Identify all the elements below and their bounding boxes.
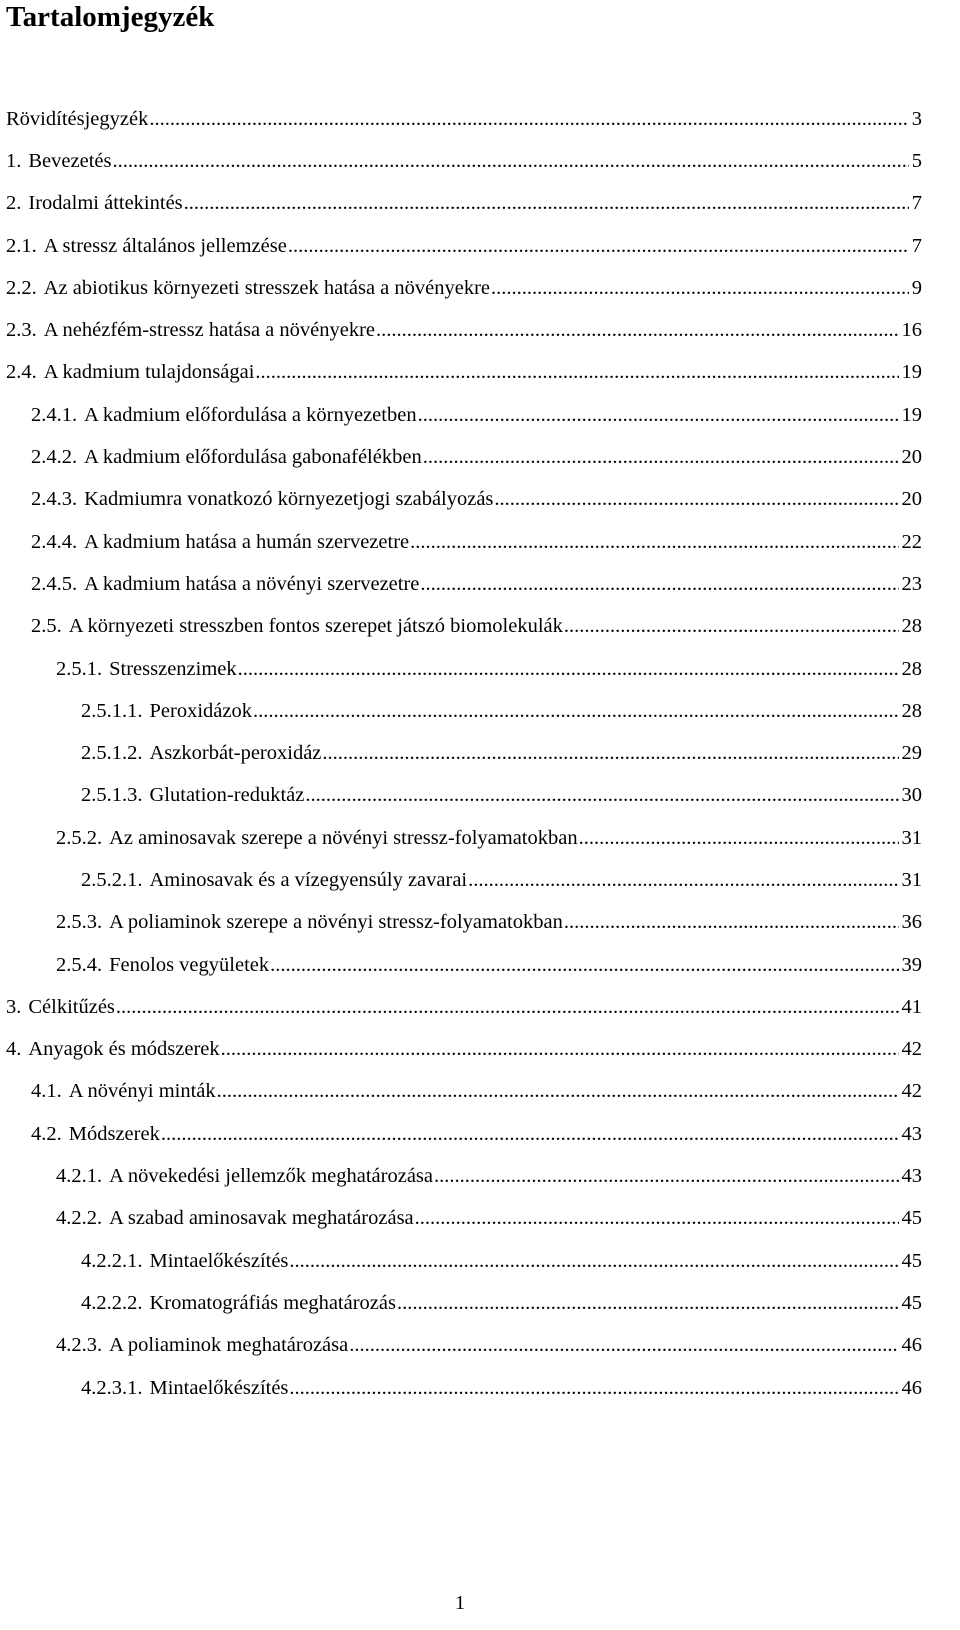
- toc-entry-page: 45: [901, 1249, 922, 1272]
- dot-leader: [217, 1080, 899, 1103]
- toc-entry-number: 2.5.2.: [56, 826, 103, 849]
- toc-entry-page: 9: [911, 276, 922, 299]
- dot-leader: [420, 573, 898, 596]
- toc-entry[interactable]: [0, 775, 960, 817]
- toc-entry-page: 3: [911, 107, 922, 130]
- dot-leader: [322, 742, 898, 765]
- toc-entry-label: [31, 615, 563, 638]
- toc-entry-label: [81, 869, 467, 892]
- toc-entry-number: 4.2.: [31, 1122, 62, 1145]
- dot-leader: [221, 1038, 899, 1061]
- toc-entry-title: Anyagok és módszerek: [28, 1038, 220, 1061]
- toc-entry-title: Peroxidázok: [149, 699, 252, 722]
- toc-entry-title: A poliaminok szerepe a növényi stressz-folyamatokban: [109, 911, 563, 934]
- toc-entry-page: 16: [901, 319, 922, 342]
- dot-leader: [305, 784, 898, 807]
- toc-entry-page: 20: [901, 488, 922, 511]
- toc-entry-title: Célkitűzés: [28, 995, 115, 1018]
- toc-entry-title: A nehézfém-stressz hatása a növényekre: [43, 319, 376, 342]
- toc-entry[interactable]: [0, 732, 960, 774]
- toc-entry-label: [56, 1165, 433, 1188]
- toc-entry-page: 46: [901, 1334, 922, 1357]
- dot-leader: [238, 658, 899, 681]
- toc-entry-title: Glutation-reduktáz: [149, 784, 305, 807]
- toc-entry-page: 20: [901, 446, 922, 469]
- toc-entry[interactable]: [0, 606, 960, 648]
- toc-entry-number: 2.2.: [6, 276, 37, 299]
- toc-entry-title: Mintaelőkészítés: [149, 1376, 289, 1399]
- table-of-contents: [0, 98, 960, 1409]
- toc-entry[interactable]: [0, 1155, 960, 1197]
- toc-entry-number: 2.5.2.1.: [81, 868, 143, 891]
- toc-entry-label: [31, 531, 409, 554]
- toc-entry-number: 4.2.2.2.: [81, 1291, 143, 1314]
- toc-entry-label: [31, 1080, 216, 1103]
- toc-entry-page: 46: [901, 1376, 922, 1399]
- toc-entry-label: [56, 911, 563, 934]
- toc-entry-number: 4.1.: [31, 1080, 62, 1103]
- dot-leader: [270, 954, 898, 977]
- toc-entry-number: 2.4.2.: [31, 446, 78, 469]
- toc-entry-page: 36: [901, 911, 922, 934]
- dot-leader: [494, 488, 898, 511]
- toc-entry-title: Módszerek: [68, 1122, 160, 1145]
- toc-entry-number: 4.: [6, 1038, 22, 1061]
- toc-entry-title: A kadmium előfordulása gabonafélékben: [84, 446, 422, 469]
- toc-entry-number: 3.: [6, 995, 22, 1018]
- page-title: Tartalomjegyzék: [6, 1, 215, 33]
- toc-entry-page: 39: [901, 953, 922, 976]
- toc-entry-page: 19: [901, 403, 922, 426]
- toc-entry[interactable]: [0, 817, 960, 859]
- toc-entry-number: 2.5.: [31, 615, 62, 638]
- toc-entry[interactable]: [0, 1198, 960, 1240]
- toc-entry-page: 7: [911, 234, 922, 257]
- toc-entry[interactable]: [0, 1071, 960, 1113]
- toc-entry[interactable]: [0, 859, 960, 901]
- toc-entry-page: 28: [901, 699, 922, 722]
- toc-entry[interactable]: [0, 436, 960, 478]
- toc-entry[interactable]: [0, 563, 960, 605]
- toc-entry-title: Irodalmi áttekintés: [28, 192, 183, 215]
- toc-entry-label: [81, 1292, 396, 1315]
- toc-entry[interactable]: [0, 140, 960, 182]
- toc-entry-label: [81, 1250, 288, 1273]
- toc-entry[interactable]: [0, 521, 960, 563]
- toc-entry-title: A kadmium előfordulása a környezetben: [84, 403, 417, 426]
- dot-leader: [112, 150, 908, 173]
- toc-entry[interactable]: [0, 1367, 960, 1409]
- toc-entry-label: [56, 1334, 348, 1357]
- toc-entry-title: A poliaminok meghatározása: [109, 1334, 349, 1357]
- toc-entry-number: 2.4.4.: [31, 530, 78, 553]
- toc-entry-title: Bevezetés: [28, 149, 112, 172]
- toc-entry-number: 2.1.: [6, 234, 37, 257]
- toc-entry[interactable]: [0, 394, 960, 436]
- toc-entry-number: 4.2.2.: [56, 1207, 103, 1230]
- toc-entry[interactable]: [0, 352, 960, 394]
- toc-entry[interactable]: [0, 902, 960, 944]
- toc-entry-title: Aszkorbát-peroxidáz: [149, 742, 322, 765]
- dot-leader: [289, 1377, 898, 1400]
- toc-entry[interactable]: [0, 1282, 960, 1324]
- toc-entry-number: 2.4.: [6, 361, 37, 384]
- toc-entry[interactable]: [0, 98, 960, 140]
- toc-entry-label: [6, 361, 254, 384]
- toc-entry-number: 2.: [6, 192, 22, 215]
- dot-leader: [255, 361, 898, 384]
- toc-entry-title: Fenolos vegyületek: [109, 953, 270, 976]
- dot-leader: [415, 1207, 899, 1230]
- toc-entry-title: Rövidítésjegyzék: [6, 107, 149, 130]
- toc-entry-title: A kadmium hatása a növényi szervezetre: [84, 572, 420, 595]
- toc-entry-title: Az abiotikus környezeti stresszek hatása a növényekre: [43, 276, 491, 299]
- dot-leader: [161, 1123, 899, 1146]
- toc-entry[interactable]: [0, 690, 960, 732]
- toc-entry[interactable]: [0, 1113, 960, 1155]
- dot-leader: [564, 911, 899, 934]
- toc-entry[interactable]: [0, 225, 960, 267]
- toc-entry-label: [31, 488, 493, 511]
- toc-entry-label: [81, 742, 321, 765]
- toc-entry-number: 2.5.1.: [56, 657, 103, 680]
- dot-leader: [376, 319, 898, 342]
- toc-entry[interactable]: [0, 1029, 960, 1071]
- toc-entry-number: 2.5.3.: [56, 911, 103, 934]
- toc-entry[interactable]: [0, 986, 960, 1028]
- toc-entry-label: [56, 827, 578, 850]
- toc-entry[interactable]: [0, 267, 960, 309]
- dot-leader: [491, 277, 909, 300]
- toc-entry-title: A növekedési jellemzők meghatározása: [109, 1165, 434, 1188]
- toc-entry[interactable]: [0, 309, 960, 351]
- toc-entry-number: 1.: [6, 149, 22, 172]
- toc-entry-page: 7: [911, 192, 922, 215]
- toc-entry-label: [81, 700, 252, 723]
- toc-entry-number: 2.5.1.2.: [81, 742, 143, 765]
- toc-entry-page: 23: [901, 572, 922, 595]
- toc-entry[interactable]: [0, 648, 960, 690]
- dot-leader: [418, 404, 899, 427]
- toc-entry-page: 22: [901, 530, 922, 553]
- dot-leader: [468, 869, 898, 892]
- dot-leader: [253, 700, 899, 723]
- toc-entry-label: [6, 150, 111, 173]
- toc-entry-label: [31, 1123, 160, 1146]
- toc-entry-title: Stresszenzimek: [109, 657, 237, 680]
- toc-entry-title: A kadmium hatása a humán szervezetre: [84, 530, 410, 553]
- toc-entry-label: [81, 784, 304, 807]
- toc-entry-page: 5: [911, 149, 922, 172]
- dot-leader: [289, 1250, 898, 1273]
- toc-entry[interactable]: [0, 1240, 960, 1282]
- toc-entry-label: [56, 658, 237, 681]
- dot-leader: [564, 615, 899, 638]
- toc-entry-page: 19: [901, 361, 922, 384]
- dot-leader: [423, 446, 899, 469]
- dot-leader: [184, 192, 909, 215]
- toc-entry-number: 2.5.1.3.: [81, 784, 143, 807]
- toc-entry-page: 30: [901, 784, 922, 807]
- toc-entry-label: [81, 1377, 288, 1400]
- dot-leader: [410, 531, 898, 554]
- toc-entry[interactable]: [0, 183, 960, 225]
- toc-entry-page: 43: [901, 1122, 922, 1145]
- toc-entry[interactable]: [0, 479, 960, 521]
- toc-entry-title: A kadmium tulajdonságai: [43, 361, 255, 384]
- toc-entry-label: [6, 277, 490, 300]
- toc-entry-number: 4.2.1.: [56, 1165, 103, 1188]
- toc-entry-title: A stressz általános jellemzése: [43, 234, 287, 257]
- toc-entry-title: Aminosavak és a vízegyensúly zavarai: [149, 868, 468, 891]
- toc-entry-page: 29: [901, 742, 922, 765]
- toc-entry-page: 42: [901, 1080, 922, 1103]
- toc-entry-label: [6, 108, 148, 131]
- toc-entry-number: 2.4.3.: [31, 488, 78, 511]
- dot-leader: [349, 1334, 898, 1357]
- toc-entry-number: 2.4.5.: [31, 572, 78, 595]
- toc-entry-label: [31, 573, 419, 596]
- toc-entry-page: 28: [901, 615, 922, 638]
- toc-entry-label: [31, 446, 422, 469]
- toc-entry[interactable]: [0, 944, 960, 986]
- dot-leader: [149, 108, 908, 131]
- toc-entry-page: 41: [901, 995, 922, 1018]
- toc-entry-label: [56, 1207, 414, 1230]
- page-number: 1: [454, 1592, 466, 1614]
- toc-entry-label: [6, 235, 287, 258]
- dot-leader: [397, 1292, 899, 1315]
- toc-entry-label: [31, 404, 417, 427]
- toc-entry-number: 2.4.1.: [31, 403, 78, 426]
- toc-entry-title: A környezeti stresszben fontos szerepet játszó biomolekulák: [68, 615, 563, 638]
- toc-entry-page: 31: [901, 868, 922, 891]
- toc-entry-label: [6, 996, 115, 1019]
- toc-entry-page: 42: [901, 1038, 922, 1061]
- toc-entry-number: 4.2.3.: [56, 1334, 103, 1357]
- toc-entry-title: A szabad aminosavak meghatározása: [109, 1207, 414, 1230]
- toc-entry-title: Kromatográfiás meghatározás: [149, 1291, 396, 1314]
- toc-entry-label: [56, 954, 269, 977]
- toc-entry-title: Kadmiumra vonatkozó környezetjogi szabályozás: [84, 488, 494, 511]
- toc-entry-number: 4.2.3.1.: [81, 1376, 143, 1399]
- toc-entry-title: Mintaelőkészítés: [149, 1249, 289, 1272]
- dot-leader: [579, 827, 899, 850]
- toc-entry-page: 45: [901, 1291, 922, 1314]
- dot-leader: [288, 235, 909, 258]
- toc-entry-label: [6, 319, 375, 342]
- dot-leader: [434, 1165, 898, 1188]
- toc-entry-number: 2.5.4.: [56, 953, 103, 976]
- toc-entry-title: A növényi minták: [68, 1080, 216, 1103]
- toc-entry[interactable]: [0, 1325, 960, 1367]
- toc-entry-page: 31: [901, 826, 922, 849]
- toc-entry-number: 2.5.1.1.: [81, 699, 143, 722]
- toc-entry-page: 43: [901, 1165, 922, 1188]
- toc-entry-number: 4.2.2.1.: [81, 1249, 143, 1272]
- toc-entry-title: Az aminosavak szerepe a növényi stressz-folyamatokban: [109, 826, 578, 849]
- toc-entry-label: [6, 1038, 220, 1061]
- toc-entry-page: 28: [901, 657, 922, 680]
- toc-entry-page: 45: [901, 1207, 922, 1230]
- toc-entry-label: [6, 192, 183, 215]
- toc-entry-number: 2.3.: [6, 319, 37, 342]
- dot-leader: [116, 996, 899, 1019]
